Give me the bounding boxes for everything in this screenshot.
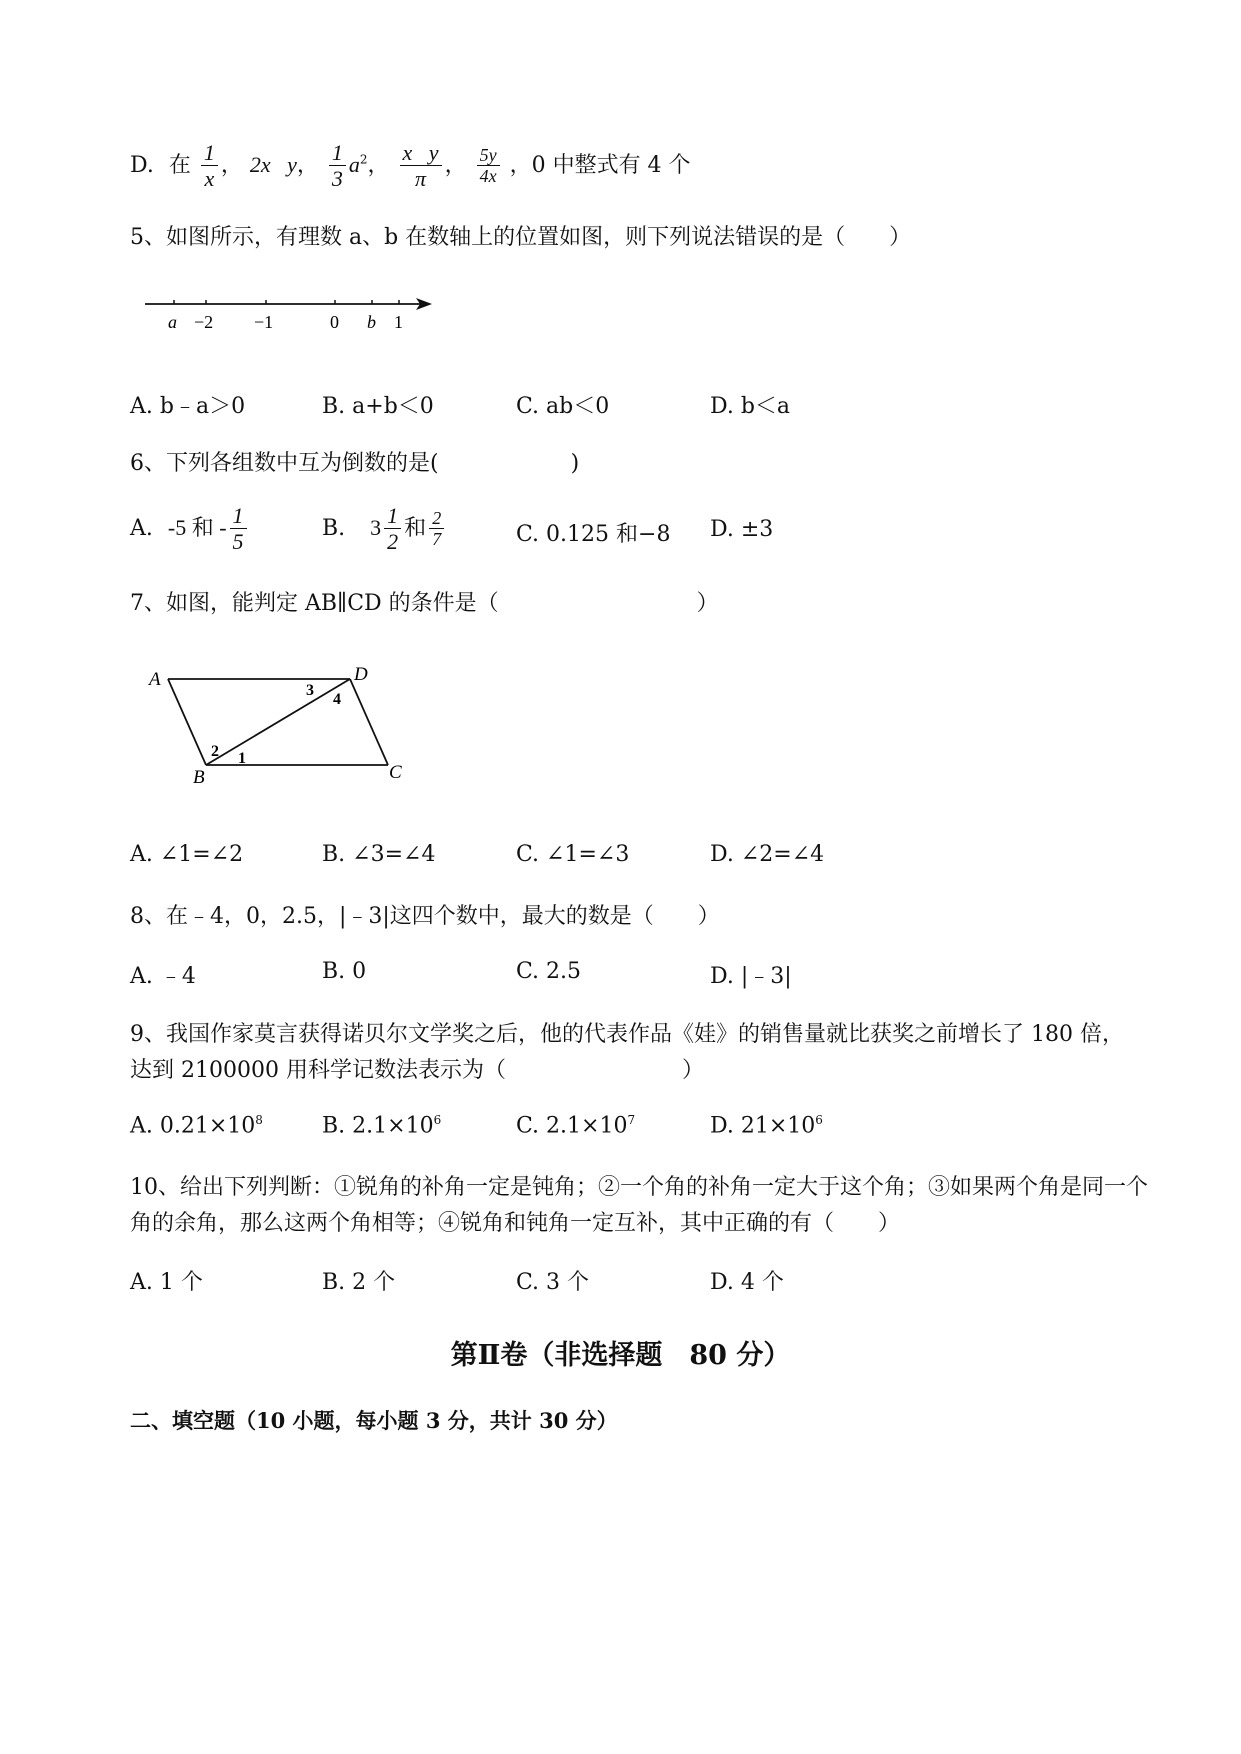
fraction-1-over-x: $\frac{1}{x}$ [201, 140, 218, 192]
fraction-1-over-2: $\frac{1}{2}$ [384, 503, 401, 555]
q8-option-a: A. ﹣4 [130, 964, 196, 989]
q9-option-a: A. $0.21\times 10^8$ [130, 1113, 263, 1139]
q10-text-line1: 10、给出下列判断：①锐角的补角一定是钝角；②一个角的补角一定大于这个角；③如果两个角是同一个 [130, 1175, 1148, 1200]
section2-heading: 二、填空题（10 小题，每小题 3 分，共计 30 分） [130, 1408, 618, 1433]
q9-option-c: C. $2.1\times 10^7$ [516, 1113, 636, 1139]
axis-label-neg2: −2 [194, 312, 214, 332]
term-a: a [348, 151, 360, 177]
q9-text-line2: 达到 2100000 用科学记数法表示为（ ） [130, 1058, 704, 1083]
q7-option-b: B. ∠3=∠4 [322, 842, 436, 867]
axis-label-1: 1 [394, 312, 403, 332]
angle-2-label: 2 [211, 743, 219, 760]
axis-label-0: 0 [330, 312, 339, 332]
vertex-d-label: D [354, 664, 368, 685]
q10-option-b: B. 2 个 [322, 1270, 396, 1295]
part2-title: 第Ⅱ卷（非选择题 80 分） [450, 1340, 791, 1371]
q9-option-b: B. $2.1\times 10^6$ [322, 1113, 442, 1139]
vertex-c-label: C [389, 762, 402, 783]
number-line-figure [140, 288, 440, 338]
segment-bd [206, 679, 350, 765]
option-suffix: ，0 中整式有 4 个 [509, 152, 691, 178]
angle-3-label: 3 [306, 682, 314, 699]
q7-text: 7、如图，能判定 AB∥CD 的条件是（ ） [130, 591, 719, 616]
q8-option-c: C. 2.5 [516, 959, 582, 984]
q7-option-c: C. ∠1=∠3 [516, 842, 630, 867]
q10-option-a: A. 1 个 [130, 1270, 203, 1295]
segment-dc [350, 679, 388, 765]
q5-text: 5、如图所示，有理数 a、b 在数轴上的位置如图，则下列说法错误的是（ ） [130, 225, 912, 250]
angle-4-label: 4 [333, 691, 341, 708]
q6-option-a: A. -5 和 - $\frac{1}{5}$ [130, 503, 250, 555]
q9-option-d: D. $21\times 10^6$ [710, 1113, 823, 1139]
fraction-5y-over-4x: $\frac{5y}{4x}$ [477, 145, 500, 187]
vertex-b-label: B [193, 767, 205, 788]
option-prefix: 在 [168, 152, 191, 178]
fraction-x-y-over-pi: $\frac{\text{x y}}{\pi}$ [400, 140, 442, 192]
axis-label-b: b [367, 312, 376, 332]
q7-option-a: A. ∠1=∠2 [130, 842, 244, 867]
q10-text-line2: 角的余角，那么这两个角相等；④锐角和钝角一定互补，其中正确的有（ ） [130, 1211, 901, 1236]
q5-option-b: B. a+b＜0 [322, 394, 434, 419]
option-label: D. [130, 152, 154, 178]
angle-1-label: 1 [238, 750, 246, 767]
q6-option-d: D. ±3 [710, 517, 774, 542]
fraction-2-over-7: $\frac{2}{7}$ [429, 508, 444, 550]
q8-text: 8、在﹣4，0，2.5，|﹣3|这四个数中，最大的数是（ ） [130, 904, 720, 929]
q5-option-a: A. b﹣a＞0 [130, 394, 246, 419]
axis-label-neg1: −1 [254, 312, 274, 332]
q7-option-d: D. ∠2=∠4 [710, 842, 825, 867]
q10-option-c: C. 3 个 [516, 1270, 590, 1295]
fraction-1-over-5: $\frac{1}{5}$ [230, 503, 247, 555]
q9-text-line1: 9、我国作家莫言获得诺贝尔文学奖之后，他的代表作品《娃》的销售量就比获奖之前增长了 180 倍， [130, 1022, 1124, 1047]
q6-option-c: C. 0.125 和−8 [516, 522, 671, 547]
fraction-1-over-3: $\frac{1}{3}$ [329, 140, 346, 192]
axis-label-a: a [168, 312, 177, 332]
q5-option-d: D. b＜a [710, 394, 791, 419]
term-2x-y: 2x y [249, 151, 297, 177]
exponent: 2 [359, 152, 368, 167]
segment-ab [168, 679, 206, 765]
q8-option-b: B. 0 [322, 959, 367, 984]
q6-option-b: B. 3 $\frac{1}{2}$ 和 $\frac{2}{7}$ [322, 503, 447, 555]
q10-option-d: D. 4 个 [710, 1270, 784, 1295]
q6-text: 6、下列各组数中互为倒数的是( ) [130, 451, 580, 476]
parallelogram-figure [140, 655, 420, 795]
q5-option-c: C. ab＜0 [516, 394, 610, 419]
q4-option-d: D. 在 $\frac{1}{x}$ ， 2x y， $\frac{1}{3}$ $a^2$， $\frac{\text{x y}}{\pi}$ ， $\frac{5y}{4x}$ ，0 中整式有 4 个 [130, 140, 691, 192]
vertex-a-label: A [149, 669, 161, 690]
q8-option-d: D. |﹣3| [710, 964, 792, 989]
